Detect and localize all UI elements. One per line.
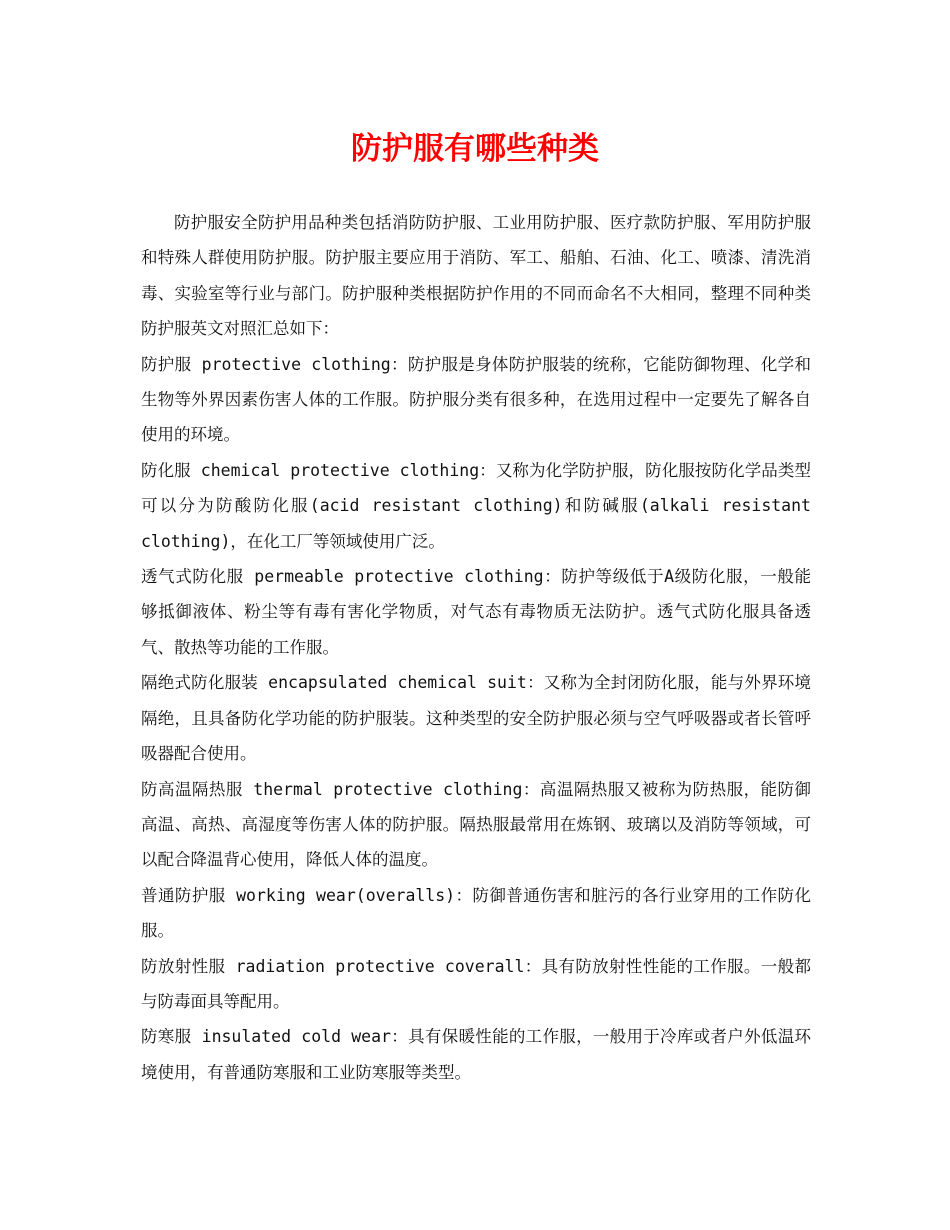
entry-paragraph: 普通防护服 working wear(overalls)：防御普通伤害和脏污的各行业穿用的工作防化服。 <box>141 885 811 941</box>
document-title: 防护服有哪些种类 <box>351 131 599 167</box>
entry-paragraph: 透气式防化服 permeable protective clothing：防护等级低于A级防化服，一般能够抵御液体、粉尘等有毒有害化学物质，对气态有毒物质无法防护。透气式防化服具备透气、散热等功能的工作服。 <box>141 567 811 657</box>
entry-paragraph: 防护服 protective clothing：防护服是身体防护服装的统称，它能防御物理、化学和生物等外界因素伤害人体的工作服。防护服分类有很多种，在选用过程中一定要先了解各自使用的环境。 <box>141 354 811 445</box>
entry-paragraph: 防化服 chemical protective clothing：又称为化学防护服，防化服按防化学品类型可以分为防酸防化服(acid resistant clothing)和防碱服(alkali resistant clothing)，在化工厂等领域使用广泛。 <box>141 460 811 551</box>
entry-paragraph: 隔绝式防化服装 encapsulated chemical suit：又称为全封闭防化服，能与外界环境隔绝，且具备防化学功能的防护服装。这种类型的安全防护服必须与空气呼吸器或者长管呼吸器配合使用。 <box>141 673 811 764</box>
intro-paragraph: 防护服安全防护用品种类包括消防防护服、工业用防护服、医疗款防护服、军用防护服和特殊人群使用防护服。防护服主要应用于消防、军工、船舶、石油、化工、喷漆、清洗消毒、实验室等行业与部门。防护服种类根据防护作用的不同而命名不大相同，整理不同种类防护服英文对照汇总如下： <box>141 213 811 339</box>
document-body <box>141 205 811 1090</box>
entry-paragraph: 防寒服 insulated cold wear：具有保暖性能的工作服，一般用于冷库或者户外低温环境使用，有普通防寒服和工业防寒服等类型。 <box>141 1027 811 1082</box>
entry-paragraph: 防高温隔热服 thermal protective clothing：高温隔热服又被称为防热服，能防御高温、高热、高湿度等伤害人体的防护服。隔热服最常用在炼钢、玻璃以及消防等领域，可以配合降温背心使用，降低人体的温度。 <box>141 779 811 870</box>
entry-paragraph: 防放射性服 radiation protective coverall：具有防放射性性能的工作服。一般都与防毒面具等配用。 <box>141 956 811 1011</box>
